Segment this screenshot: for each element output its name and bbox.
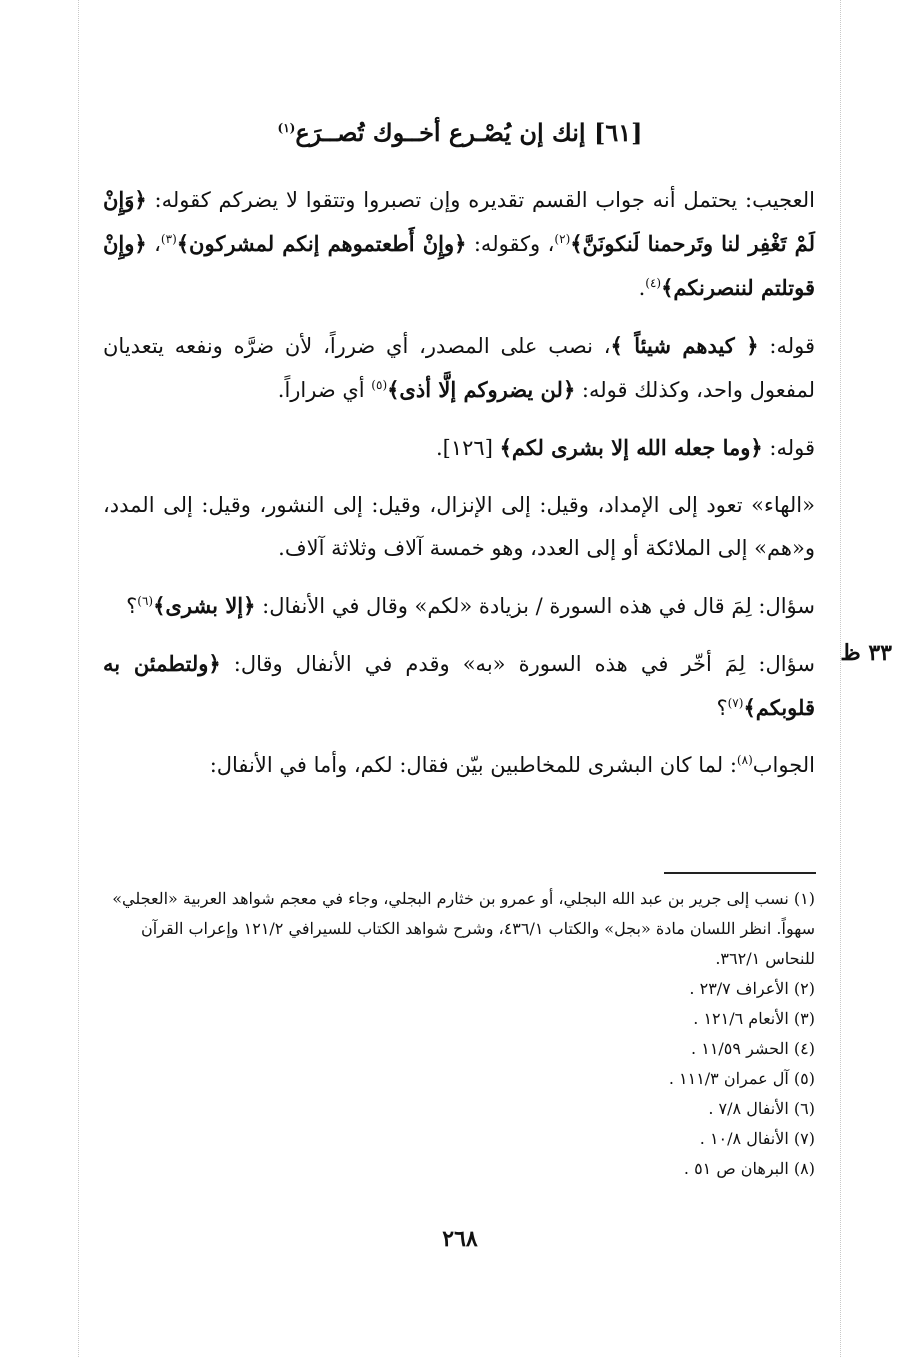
quran-quote: ﴿ولتطمئن به قلوبكم﴾: [103, 651, 815, 720]
text-run: ، نصب على المصدر، أي ضرراً، لأن ضرَّه ونفعه يتعديان لمفعول واحد، وكذلك قوله:: [103, 334, 815, 402]
footnote-ref: (٢): [554, 232, 571, 246]
paragraph: [103, 178, 815, 310]
footnote-item: (٧) الأنفال ١٠/٨ .: [699, 1129, 815, 1148]
footnote-ref: (٦): [137, 594, 154, 608]
text-run: أي ضراراً.: [277, 378, 372, 402]
footnotes: [103, 884, 815, 1184]
text-run: .: [638, 276, 646, 300]
footnote-ref: (٥): [371, 378, 388, 392]
text-run: قوله:: [758, 334, 815, 358]
paragraph: [103, 324, 815, 412]
text-run: ، وكقوله:: [466, 232, 555, 256]
footnote-ref: (٧): [727, 696, 744, 710]
scan-guide-line: [840, 0, 841, 1357]
quran-quote: ﴿ كيدهم شيئاً ﴾: [610, 333, 759, 358]
footnote-ref: (٣): [160, 232, 177, 246]
heading-footnote-ref: (١): [277, 121, 296, 135]
main-text: [103, 178, 815, 801]
scan-guide-line: [78, 0, 79, 1357]
heading-text: [٦١] إنك إن يُصْـرع أخــوك تُصــرَع: [295, 118, 643, 147]
footnote-item: (٥) آل عمران ١١١/٣ .: [668, 1069, 815, 1088]
footnote-item: (٢) الأعراف ٢٣/٧ .: [689, 979, 815, 998]
footnote-item: (٦) الأنفال ٧/٨ .: [708, 1099, 815, 1118]
text-run: ؟: [716, 696, 728, 720]
quran-quote: ﴿لن يضروكم إلَّا أذى﴾: [387, 377, 576, 402]
quran-quote: ﴿وَإِنْ لَمْ تَغْفِر لنا وتَرحمنا لَنكونَنَّ﴾: [103, 187, 815, 256]
text-run: قوله:: [762, 436, 815, 460]
section-heading: [100, 118, 820, 147]
paragraph: [103, 642, 815, 730]
paragraph: [103, 584, 815, 628]
footnote-separator: [664, 872, 816, 874]
text-run: الجواب: [752, 753, 815, 777]
text-run: : لما كان البشرى للمخاطبين بيّن فقال: لكم، وأما في الأنفال:: [209, 753, 737, 777]
paragraph: [103, 744, 815, 787]
text-run: سؤال: لِمَ أخّر في هذه السورة «به» وقدم في الأنفال وقال:: [220, 652, 815, 676]
quran-quote: ﴿وإِنْ أَطعتموهم إنكم لمشركون﴾: [176, 231, 467, 256]
quran-quote: ﴿وإِنْ قوتلتم لننصرنكم﴾: [103, 231, 815, 300]
footnote-item: (٨) البرهان ص ٥١ .: [683, 1159, 815, 1178]
page-number: ٢٦٨: [442, 1226, 478, 1252]
text-run: ،: [146, 232, 161, 256]
text-run: [١٢٦].: [436, 436, 500, 460]
text-run: سؤال: لِمَ قال في هذه السورة / بزيادة «لكم» وقال في الأنفال:: [255, 594, 815, 618]
text-run: ؟: [126, 594, 138, 618]
margin-note: ٣٣ ظ: [840, 640, 892, 666]
footnote-ref: (٤): [645, 276, 662, 290]
footnote-item: (١) نسب إلى جرير بن عبد الله البجلي، أو عمرو بن خثارم البجلي، وجاء في معجم شواهد العربية «العجلي» سهواً. انظر اللسان مادة «بجل» والكتاب ٤٣٦/١، وشرح شواهد الكتاب للسيرافي ١٢١/٢ وإعراب القرآن للنحاس ٣٦٢/١.: [112, 889, 815, 968]
footnote-ref: (٨): [736, 753, 753, 767]
text-run: «الهاء» تعود إلى الإمداد، وقيل: إلى الإنزال، وقيل: إلى النشور، وقيل: إلى المدد، و«هم» إلى الملائكة أو إلى العدد، وهو خمسة آلاف وثلاثة آلاف.: [103, 493, 815, 560]
paragraph: [103, 426, 815, 470]
paragraph: [103, 484, 815, 570]
quran-quote: ﴿وما جعله الله إلا بشرى لكم﴾: [499, 435, 763, 460]
text-run: العجيب: يحتمل أنه جواب القسم تقديره وإن تصبروا وتتقوا لا يضركم كقوله:: [146, 188, 815, 212]
footnote-item: (٤) الحشر ١١/٥٩ .: [691, 1039, 815, 1058]
quran-quote: ﴿إلا بشرى﴾: [153, 593, 256, 618]
footnote-item: (٣) الأنعام ١٢١/٦ .: [693, 1009, 815, 1028]
